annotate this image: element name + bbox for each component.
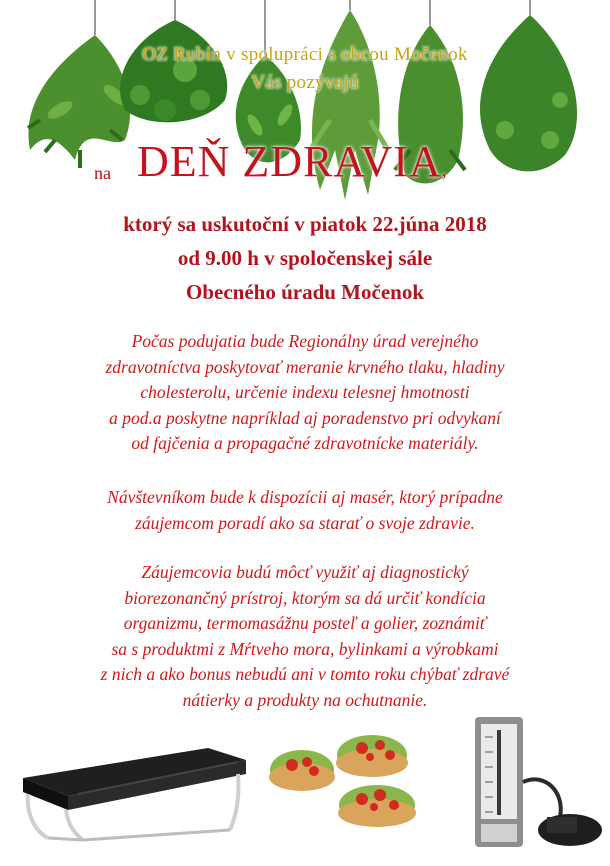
- paragraph-line: biorezonančný prístroj, ktorým sa dá určiť kondícia: [124, 587, 486, 608]
- paragraph-masseur: [18, 485, 592, 536]
- paragraph-line: Počas podujatia bude Regionálny úrad verejného: [131, 331, 479, 351]
- paragraph-line: záujemcom poradí ako sa starať o svoje zdravie.: [135, 512, 475, 533]
- paragraph-line: Návštevníkom bude k dispozícii aj masér, ktorý prípadne: [107, 487, 503, 507]
- event-venue-line: od 9.00 h v spoločenskej sále: [177, 246, 433, 270]
- paragraph-line: zdravotníctva poskytovať meranie krvného tlaku, hladiny: [105, 356, 505, 377]
- invitation-line: Vás pozývajú: [251, 72, 359, 93]
- bruschetta-food-image: [262, 715, 447, 835]
- paragraph-health-office: [18, 329, 592, 457]
- na-word: na: [94, 163, 111, 183]
- paragraph-line: sa s produktmi z Mŕtveho mora, bylinkami a výrobkami: [111, 638, 499, 659]
- paragraph-line: od fajčenia a propagačné zdravotnícke materiály.: [131, 433, 479, 453]
- thermo-massage-bed-image: [8, 738, 253, 848]
- event-office-line: Obecného úradu Močenok: [185, 280, 424, 304]
- paragraph-line: nátierky a produkty na ochutnanie.: [182, 689, 428, 710]
- event-title-suffix: ,: [441, 159, 448, 181]
- event-title: [137, 136, 448, 187]
- blood-pressure-monitor-image: [455, 712, 605, 852]
- event-title-text: DEŇ ZDRAVIA: [137, 137, 442, 186]
- organizer-line: OZ Rubín v spolupráci s obcou Močenok: [142, 44, 468, 65]
- paragraph-line: a pod.a poskytne napríklad aj poradenstvo pri odvykaní: [109, 407, 501, 428]
- paragraph-diagnostics: [18, 560, 592, 713]
- paragraph-line: cholesterolu, určenie indexu telesnej hmotnosti: [140, 382, 470, 402]
- paragraph-line: organizmu, termomasážnu posteľ a golier, zoznámiť: [123, 613, 487, 633]
- event-date-line: ktorý sa uskutoční v piatok 22.júna 2018: [123, 212, 487, 236]
- paragraph-line: z nich a ako bonus nebudú ani v tomto roku chýbať zdravé: [100, 664, 510, 684]
- paragraph-line: Záujemcovia budú môcť využiť aj diagnostický: [141, 562, 469, 582]
